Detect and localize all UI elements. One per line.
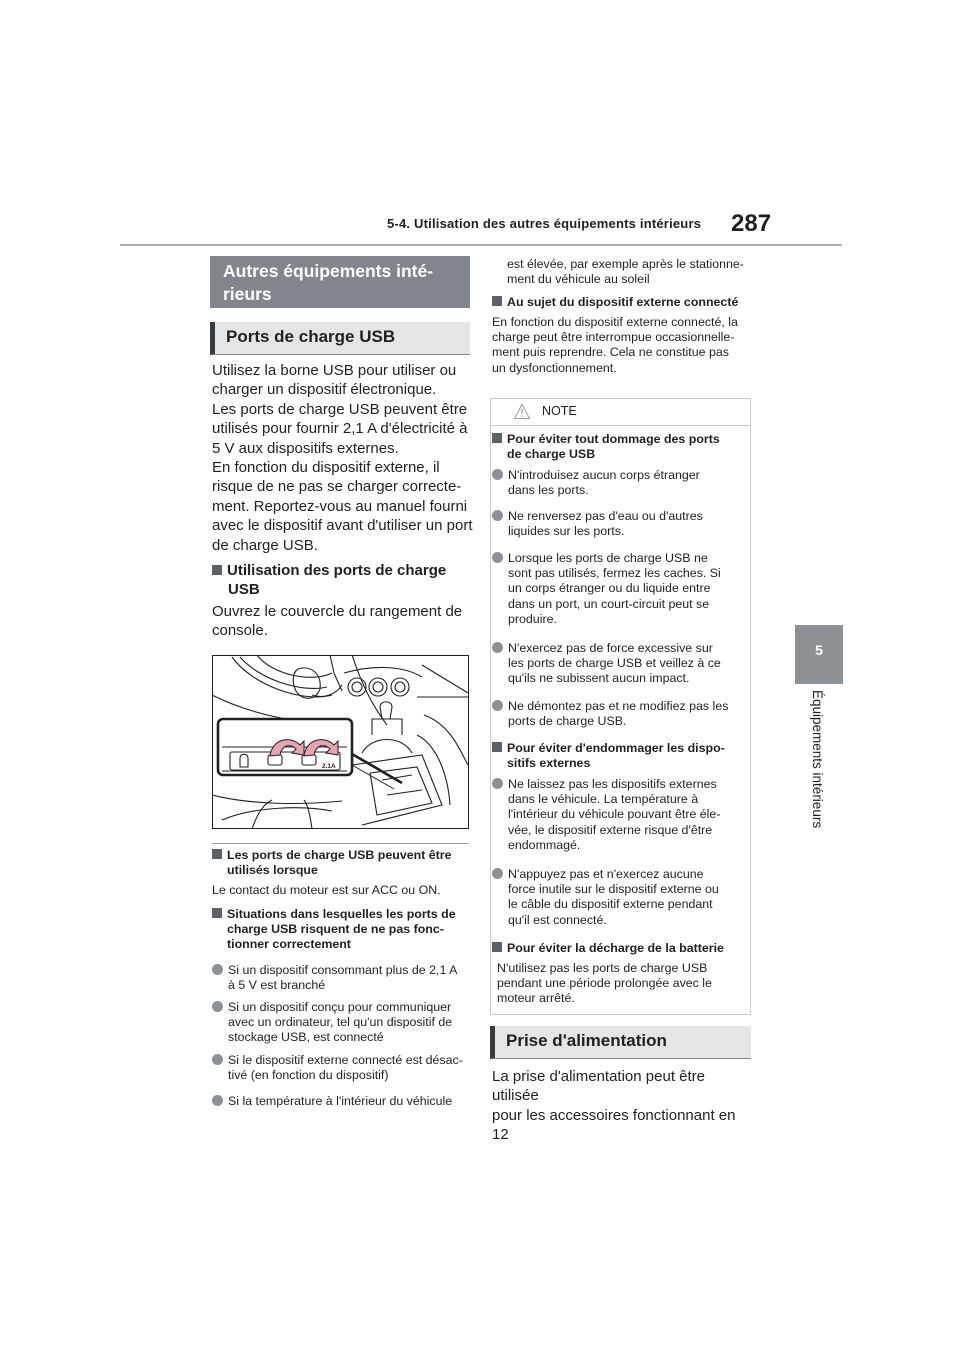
round-bullet-icon [492,700,503,711]
round-bullet-icon [212,1095,223,1106]
note-bullet: N'appuyez pas et n'exercez aucune force inutile sur le dispositif externe ou le câble du dispositif externe pendant qu'il est connecté. [492,867,748,928]
usage-text: Ouvrez le couvercle du rangement de console. [212,603,463,640]
sub1-heading: Les ports de charge USB peuvent être utilisés lorsque [212,848,474,878]
sub2-heading: Situations dans lesquelles les ports de charge USB risquent de ne pas fonc- tionner correctement [212,907,474,953]
note-heading-2: Pour éviter d'endommager les dispo- sitifs externes [492,741,748,771]
prise-banner: Prise d'alimentation [490,1026,751,1059]
note-bullet: Ne laissez pas les dispositifs externes dans le véhicule. La température à l'intérieur du véhicule pouvant être éle- vée, le dispositif externe risque d'être endommagé. [492,777,748,853]
note-heading-3: Pour éviter la décharge de la batterie [492,941,748,956]
external-text: En fonction du dispositif externe connecté, la charge peut être interrompue occasionnelle- ment puis reprendre. Cela ne constitue pas un dysfonctionnement. [492,315,738,375]
intro-line: risque de ne pas se charger correcte- [212,478,462,496]
intro-line: charger un dispositif électronique. [212,381,437,399]
bullet-item: Si le dispositif externe connecté est désac- tivé (en fonction du dispositif) [212,1053,474,1083]
prise-text: La prise d'alimentation peut être utilisée pour les accessoires fonctionnant en 12 [492,1068,736,1144]
round-bullet-icon [492,868,503,879]
square-bullet-icon [492,742,502,752]
intro-paragraph [212,361,474,555]
sub1-text: Le contact du moteur est sur ACC ou ON. [212,883,441,897]
note-heading-3-text: N'utilisez pas les ports de charge USB pendant une période prolongée avec le moteur arrêté. [497,961,712,1006]
note-title: NOTE [542,404,577,418]
intro-line: de charge USB. [212,536,318,554]
square-bullet-icon [212,849,222,859]
round-bullet-icon [212,1054,223,1065]
banner-main-line1: Autres équipements inté- [223,261,434,281]
section-title: 5-4. Utilisation des autres équipements intérieurs [387,216,702,231]
intro-line: Utilisez la borne USB pour utiliser ou [212,362,457,379]
ports-banner: Ports de charge USB [210,322,470,355]
intro-line: 5 V aux dispositifs externes. [212,439,399,457]
round-bullet-icon [492,552,503,563]
chapter-title-vertical [811,690,825,840]
note-bullet: Lorsque les ports de charge USB ne sont pas utilisés, fermez les caches. Si un corps étranger ou du liquide entre dans un port, un court-circuit peut se produire. [492,551,748,627]
note-bullet: Ne démontez pas et ne modifiez pas les ports de charge USB. [492,699,748,729]
usage-heading: Utilisation des ports de charge USB [212,561,474,600]
square-bullet-icon [492,433,502,443]
chapter-number: 5 [815,642,823,658]
intro-line: ment. Reportez-vous au manuel fourni [212,497,468,515]
square-bullet-icon [212,565,222,575]
square-bullet-icon [212,908,222,918]
square-bullet-icon [492,942,502,952]
section-banner-main [210,256,470,308]
header-rule [120,244,842,246]
round-bullet-icon [212,1001,223,1012]
round-bullet-icon [492,778,503,789]
bullet-item: Si un dispositif conçu pour communiquer avec un ordinateur, tel qu'un dispositif de stockage USB, est connecté [212,1000,474,1046]
intro-line: avec le dispositif avant d'utiliser un port [212,517,473,535]
continued-bullet-text: est élevée, par exemple après le stationne- ment du véhicule au soleil [507,257,744,287]
intro-line: utilisés pour fournir 2,1 A d'électricité à [212,420,468,438]
external-heading: Au sujet du dispositif externe connecté [492,295,754,310]
round-bullet-icon [212,964,223,975]
usb-console-illustration [212,655,469,829]
current-rating-label: 2.1A [322,763,336,770]
bullet-item: Si la température à l'intérieur du véhicule [212,1094,474,1109]
note-bullet: N'exercez pas de force excessive sur les ports de charge USB et veillez à ce qu'ils ne subissent aucun impact. [492,641,748,687]
warning-triangle-icon [513,403,531,420]
separator-rule [212,843,469,844]
round-bullet-icon [492,469,503,480]
intro-line: En fonction du dispositif externe, il [212,459,440,477]
page-number: 287 [731,210,772,237]
square-bullet-icon [492,296,502,306]
round-bullet-icon [492,510,503,521]
intro-line: Les ports de charge USB peuvent être [212,400,468,418]
banner-main-line2: rieurs [223,284,272,304]
note-bullet: Ne renversez pas d'eau ou d'autres liquides sur les ports. [492,509,748,539]
note-heading-1: Pour éviter tout dommage des ports de charge USB [492,432,748,462]
chapter-title: Équipements intérieurs [810,690,825,829]
round-bullet-icon [492,642,503,653]
bullet-item: Si un dispositif consommant plus de 2,1 A à 5 V est branché [212,963,474,993]
note-bullet: N'introduisez aucun corps étranger dans les ports. [492,468,748,498]
